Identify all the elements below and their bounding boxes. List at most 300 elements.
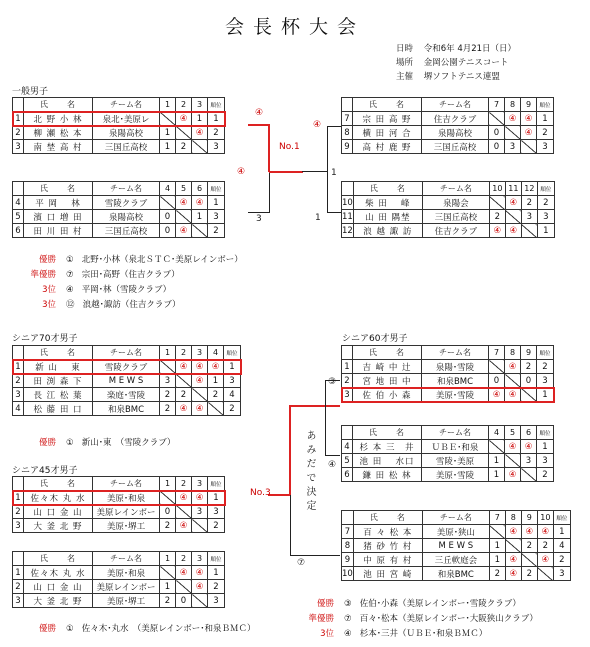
col-header-opponent: 3 [192,477,208,491]
final-rank: 4 [553,539,570,553]
table-row [342,196,555,210]
entry-number: 1 [13,566,24,580]
match-score: 0 [489,126,505,140]
match-score: ④ [192,566,208,580]
match-score [160,112,176,126]
bracket-score: ⑦ [297,558,306,568]
col-header-rank: 順位 [208,477,225,491]
entry-number: 1 [342,360,353,374]
col-header-no [13,182,24,196]
table-row [13,196,225,210]
col-header-team: チーム名 [93,98,160,112]
col-header-team: チーム名 [422,511,489,525]
final-rank: 4 [224,388,241,402]
team-name: 泉陽会 [422,196,489,210]
col-header-team: チーム名 [93,182,160,196]
team-name: 楽庭･雪陵 [93,388,160,402]
match-score: 2 [160,402,176,416]
match-score: 1 [489,468,505,482]
final-rank: 2 [208,519,225,533]
result-line [12,436,175,451]
match-score: ④ [489,224,505,238]
col-header-opponent: 2 [176,552,192,566]
match-score: 0 [489,374,505,388]
table-row [342,360,554,374]
entry-number: 4 [13,402,24,416]
player-names: 猪 砂 竹 村 [353,539,422,553]
table-row [13,112,225,126]
table-row [13,505,225,519]
group-table-s45b [12,551,225,608]
final-rank: 1 [208,112,225,126]
results-general [12,253,243,313]
result-entry-number: ① [66,438,74,448]
match-score: ④ [176,491,192,505]
player-names: 横 田 河 合 [353,126,422,140]
team-name: 和泉BMC [93,402,160,416]
match-score: 2 [176,388,192,402]
bracket-score: ④ [313,120,322,130]
player-names: 宗 田 高 野 [353,112,422,126]
match-score: 0 [521,374,537,388]
team-name: 泉陽･雪陵 [422,360,489,374]
player-names: 杉 本 三 井 [353,440,422,454]
match-score: ④ [505,525,521,539]
match-score [192,594,208,608]
result-label: 3位 [42,285,56,295]
group-table-s70 [12,345,241,416]
col-header-opponent: 2 [176,346,192,360]
table-row [13,224,225,238]
match-score: 0 [160,505,176,519]
table-row [13,374,241,388]
match-score: ④ [208,360,224,374]
match-score: 1 [489,553,505,567]
result-line [290,612,538,627]
match-score: 1 [160,140,176,154]
team-name: 三国丘高校 [93,140,160,154]
match-score: ④ [176,402,192,416]
col-header-no [342,98,353,112]
match-score: ④ [505,196,521,210]
match-score [192,519,208,533]
entry-number: 6 [342,468,353,482]
match-score [505,126,521,140]
col-header-rank: 順位 [537,98,554,112]
match-score: ④ [192,196,208,210]
result-label: 優勝 [38,255,56,265]
match-score: 1 [192,112,208,126]
group-table-g4 [341,181,555,238]
match-score: 1 [489,454,505,468]
match-score [176,505,192,519]
player-names: 大 釜 北 野 [24,594,93,608]
result-entry-number: ④ [344,629,352,639]
table-row [342,210,555,224]
player-names: 田 川 田 村 [24,224,93,238]
col-header-name: 氏 名 [24,98,93,112]
match-score: ④ [521,126,537,140]
col-header-rank: 順位 [224,346,241,360]
match-score: 1 [192,210,208,224]
team-name: 美原･和泉 [93,491,160,505]
final-rank: 3 [537,374,554,388]
match-score: ④ [192,402,208,416]
table-row [342,539,571,553]
table-row [342,553,571,567]
player-names: 長 江 松 葉 [24,388,93,402]
table-row [13,580,225,594]
table-row [342,126,554,140]
table-row [13,388,241,402]
result-label: 3位 [42,300,56,310]
table-row [13,594,225,608]
entry-number: 6 [13,224,24,238]
bracket-score: ④ [255,108,264,118]
final-rank: 3 [537,454,554,468]
col-header-opponent: 8 [505,346,521,360]
col-header-opponent: 5 [176,182,192,196]
col-header-rank: 順位 [537,346,554,360]
match-score [160,360,176,374]
final-rank: 2 [537,360,554,374]
entry-number: 10 [342,197,353,208]
result-label: 優勝 [38,624,56,634]
col-header-name: 氏 名 [353,346,422,360]
match-score: 3 [505,140,521,154]
entry-number: 8 [342,126,353,140]
final-rank: 1 [224,360,241,374]
player-names: 佐々木 丸 水 [24,566,93,580]
player-names: 山 口 金 山 [24,505,93,519]
final-rank: 2 [537,126,554,140]
col-header-opponent: 2 [176,98,192,112]
match-score [505,454,521,468]
bracket-score: ④ [237,167,246,177]
info-date: 令和6年 4月21日（日） [423,44,517,54]
match-score: 2 [176,140,192,154]
col-header-no [342,346,353,360]
entry-number: 1 [13,112,24,126]
match-score: 1 [160,580,176,594]
team-name: 三国丘高校 [422,140,489,154]
col-header-team: チーム名 [93,552,160,566]
match-score: ④ [505,112,521,126]
player-names: 浪 越 諏 訪 [353,224,422,238]
match-score: ④ [521,525,537,539]
col-header-opponent: 4 [489,426,505,440]
match-score [176,126,192,140]
match-score: ④ [505,224,521,238]
team-name: 泉陽高校 [93,210,160,224]
results-s70 [12,436,175,451]
team-name: 泉陽高校 [93,126,160,140]
col-header-opponent: 1 [160,552,176,566]
result-line [290,627,538,642]
player-names: 佐 伯 小 森 [353,388,422,402]
section-general: 一般男子 [12,87,49,97]
result-label: 準優勝 [308,614,334,624]
player-names: 松 藤 田 口 [24,402,93,416]
player-names: 大 釜 北 野 [24,519,93,533]
final-rank: 1 [537,388,554,402]
col-header-opponent: 10 [489,182,505,196]
info-date-key: 日時 [396,44,414,54]
match-score: ④ [192,580,208,594]
match-score [505,374,521,388]
match-score: ④ [505,440,521,454]
table-row [13,491,225,505]
match-score: ④ [176,360,192,374]
col-header-name: 氏 名 [353,182,422,196]
table-row [342,112,554,126]
match-score: 2 [521,196,537,210]
match-score: 1 [208,374,224,388]
col-header-name: 氏 名 [24,552,93,566]
team-name: 美原レインボー [93,505,160,519]
final-rank: 3 [224,374,241,388]
result-line [290,597,538,612]
entry-number: 3 [13,519,24,533]
event-info [396,42,516,84]
team-name: 美原･雪陵 [422,388,489,402]
result-label: 優勝 [316,599,334,609]
col-header-opponent: 1 [160,98,176,112]
entry-number: 9 [342,553,354,567]
player-names: 中 原 有 村 [353,553,422,567]
match-score [489,112,505,126]
entry-number: 2 [13,580,24,594]
match-score: 0 [160,224,176,238]
col-header-name: 氏 名 [24,477,93,491]
col-header-opponent: 7 [489,511,505,525]
table-row [13,519,225,533]
final-rank: 3 [537,140,554,154]
col-header-team: チーム名 [422,346,489,360]
info-host-key: 主催 [396,72,414,82]
player-names: 山 口 金 山 [24,580,93,594]
entry-number: 4 [13,196,24,210]
entry-number: 1 [13,491,24,505]
player-names: 濱 口 増 田 [24,210,93,224]
col-header-name: 氏 名 [353,426,422,440]
team-name: 美原･雪陵 [422,468,489,482]
match-score [521,140,537,154]
match-score: ④ [489,388,505,402]
col-header-rank: 順位 [537,182,554,196]
group-table-s60b [341,425,554,482]
result-players: 佐々木･丸水 （美原レインボー･和泉ＢＭＣ） [81,624,256,634]
team-name: 美原･堺工 [93,594,160,608]
final-rank: 2 [208,224,225,238]
results-s60 [290,597,538,642]
col-header-opponent: 3 [192,346,208,360]
result-players: 新山･東 （雪陵クラブ） [81,438,176,448]
entry-number: 4 [342,440,353,454]
entry-number: 2 [13,126,24,140]
info-place-key: 場所 [396,58,414,68]
player-names: 南 埜 高 村 [24,140,93,154]
match-score: ④ [505,468,521,482]
result-entry-number: ⑫ [66,300,75,310]
final-rank: 3 [537,210,554,224]
group-table-g3 [341,97,554,154]
team-name: 雪陵クラブ [93,196,160,210]
section-s70: シニア70才男子 [12,334,78,344]
match-score: ④ [176,112,192,126]
final-rank: 2 [224,402,241,416]
entry-number: 9 [342,140,353,154]
team-name: ＵＢＥ･和泉 [422,440,489,454]
bracket-no3: No.3 [250,488,271,498]
match-score: ④ [521,440,537,454]
match-score [521,468,537,482]
col-header-no [13,477,24,491]
result-players: 杉本･三井（ＵＢＥ･和泉ＢＭＣ） [359,629,488,639]
col-header-opponent: 8 [505,98,521,112]
final-rank: 2 [208,580,225,594]
match-score: ④ [176,196,192,210]
final-rank: 3 [208,505,225,519]
final-rank: 2 [537,196,554,210]
match-score: ④ [192,126,208,140]
result-line [12,283,243,298]
result-label: 3位 [320,629,334,639]
match-score: 2 [489,567,505,581]
match-score: 1 [160,126,176,140]
result-players: 平岡･林（雪陵クラブ） [81,285,172,295]
entry-number: 5 [13,210,24,224]
match-score: 3 [521,454,537,468]
col-header-name: 氏 名 [353,511,422,525]
team-name: 雪陵･美原 [422,454,489,468]
final-rank: 3 [208,210,225,224]
group-table-s60c [341,510,571,581]
final-rank: 1 [537,224,554,238]
team-name: 美原･和泉 [93,566,160,580]
result-line [12,253,243,268]
match-score [176,580,192,594]
entry-number: 3 [13,594,24,608]
results-s45 [12,622,256,637]
col-header-name: 氏 名 [353,98,422,112]
page-title: 会長杯大会 [224,16,365,38]
result-entry-number: ⑦ [66,270,74,280]
player-names: 鎌 田 松 林 [353,468,422,482]
group-table-s60a [341,345,554,402]
match-score: 2 [521,360,537,374]
player-names: 池 田 水口 [353,454,422,468]
entry-number: 2 [13,374,24,388]
col-header-opponent: 1 [160,477,176,491]
table-row [13,126,225,140]
final-rank: 2 [553,553,570,567]
result-line [12,268,243,283]
match-score: 2 [160,519,176,533]
team-name: 美原･堺工 [93,519,160,533]
col-header-opponent: 9 [521,346,537,360]
player-names: 高 村 鹿 野 [353,140,422,154]
team-name: 泉北･美原レ [93,112,160,126]
final-rank: 1 [537,112,554,126]
table-row [342,454,554,468]
team-name: 雪陵クラブ [93,360,160,374]
result-label: 優勝 [38,438,56,448]
match-score: 3 [160,374,176,388]
info-host: 堺ソフトテニス連盟 [423,72,500,82]
match-score [489,360,505,374]
player-names: 新 山 東 [24,360,93,374]
player-names: 田 渕 森 下 [24,374,93,388]
match-score [521,553,537,567]
final-rank: 1 [208,196,225,210]
col-header-opponent: 12 [521,182,537,196]
result-players: 浪越･諏訪（住吉クラブ） [82,300,181,310]
match-score: ④ [537,525,553,539]
entry-number: 11 [342,211,353,222]
col-header-opponent: 11 [505,182,521,196]
match-score: 2 [521,567,537,581]
group-table-g2 [12,181,225,238]
result-entry-number: ① [66,255,74,265]
team-name: 美原レインボー [93,580,160,594]
col-header-opponent: 4 [208,346,224,360]
match-score: ④ [505,567,521,581]
match-score: 0 [489,140,505,154]
match-score: 2 [208,388,224,402]
match-score: 3 [192,505,208,519]
team-name: 三国丘高校 [422,210,489,224]
final-rank: 2 [537,468,554,482]
entry-number: 8 [342,539,354,553]
col-header-name: 氏 名 [24,346,93,360]
match-score [208,402,224,416]
team-name: M E W S [93,374,160,388]
final-rank: 3 [208,594,225,608]
match-score [489,440,505,454]
entry-number: 10 [342,568,353,579]
match-score [192,224,208,238]
entry-number: 7 [342,112,353,126]
match-score: 2 [521,539,537,553]
entry-number: 2 [342,374,353,388]
final-rank: 1 [553,525,570,539]
match-score: 1 [489,539,505,553]
match-score [160,566,176,580]
match-score [537,567,553,581]
player-names: 百 々 松 本 [353,525,422,539]
match-score [160,491,176,505]
match-score: 3 [521,210,537,224]
player-names: 柳 瀬 松 本 [24,126,93,140]
match-score: ④ [505,553,521,567]
entry-number: 3 [342,388,353,402]
col-header-rank: 順位 [208,552,225,566]
entry-number: 3 [13,140,24,154]
match-score: ④ [192,491,208,505]
lottery-note: あみだで決定 [304,430,315,514]
col-header-opponent: 5 [505,426,521,440]
match-score [192,388,208,402]
match-score: ④ [192,374,208,388]
col-header-rank: 順位 [208,182,225,196]
result-players: 佐伯･小森（美原レインボー･雪陵クラブ） [359,599,521,609]
table-row [342,224,555,238]
player-names: 池 田 宮 崎 [353,567,422,581]
player-names: 宮 地 田 中 [353,374,422,388]
match-score [521,224,537,238]
final-rank: 1 [208,566,225,580]
